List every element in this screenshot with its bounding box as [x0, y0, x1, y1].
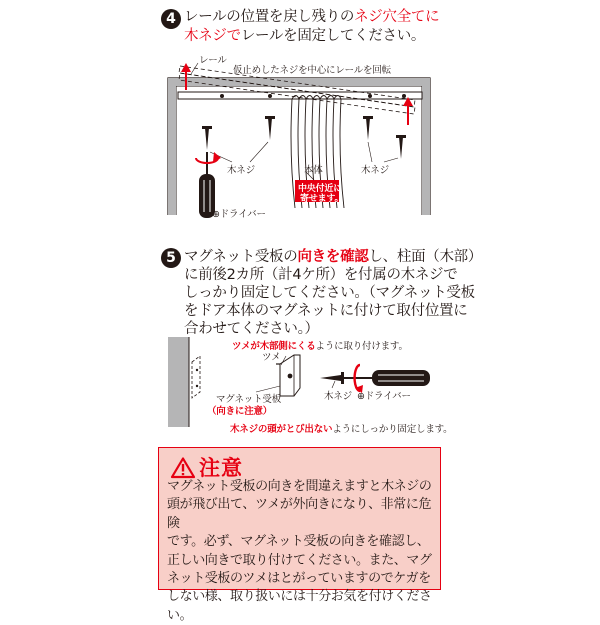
- step-5-note-tsume-a: ツメが木部側にくる: [232, 341, 316, 352]
- label-rail: レール: [199, 55, 227, 66]
- step-4-text-b: ネジ穴全てに: [354, 9, 440, 25]
- step-5-text-c: し、柱面（木部）: [368, 249, 483, 265]
- step-4-text-d: レールを固定してください。: [240, 28, 426, 44]
- screwdriver-5-icon: [344, 370, 430, 386]
- step-4-number: 4: [161, 9, 181, 29]
- label-plate-note: （向きに注意）: [207, 406, 273, 417]
- step-5-note-screw-b: ようにしっかり固定します。: [332, 424, 453, 435]
- step-4-text-c: 木ネジで: [184, 28, 241, 44]
- caution-body: マグネット受板の向きを間違えますと木ネジの 頭が飛び出て、ツメが外向きになり、非常に危険 です。必ず、マグネット受板の向きを確認し、 正しい向きで取り付けてください。また、マグ ネット受板のツメはとがっていますのでケガを しない様、取り扱いには十分お気を付けください。: [167, 479, 432, 623]
- label-center-2: 寄せます。: [300, 194, 344, 204]
- step-5-number: 5: [161, 248, 181, 268]
- label-driver-5: ⊕ドライバー: [357, 391, 411, 402]
- step-5-text-b: 向きを確認: [297, 249, 369, 265]
- label-wood-screw-left: 木ネジ: [227, 165, 255, 176]
- label-driver-4: ⊕ドライバー: [212, 209, 266, 220]
- step-5-instruction-line-2: に前後2カ所（計4ケ所）を付属の木ネジで: [184, 267, 458, 283]
- label-rotate-note: 仮止めしたネジを中心にレールを回転: [233, 65, 391, 76]
- label-body: 本体: [304, 165, 323, 176]
- step-5-instruction-line-4: をドア本体のマグネットに付けて取付位置に: [184, 303, 468, 319]
- warning-triangle-icon: [171, 457, 195, 478]
- step-5-note-screw-a: 木ネジの頭がとび出ない: [230, 424, 333, 435]
- label-wood-screw: 木ネジ: [324, 391, 352, 402]
- step-4-text-a: レールの位置を戻し残りの: [184, 9, 355, 25]
- step-5-instruction-line-3: しっかり固定してください。（マグネット受板: [184, 285, 475, 301]
- caution-box: [158, 447, 441, 623]
- label-tsume: ツメ: [262, 352, 281, 363]
- step-5-note-screw: [230, 421, 452, 435]
- caution-title: 注意: [199, 456, 243, 480]
- label-center-1: 中央付近に: [298, 184, 343, 194]
- step-5-instruction-line-5: 合わせてください。）: [184, 321, 319, 337]
- step-5-note-tsume-b: ように取り付けます。: [315, 341, 408, 352]
- step-5-text-a: マグネット受板の: [184, 249, 298, 265]
- label-plate: マグネット受板: [216, 394, 282, 405]
- wood-screw-icon: [320, 372, 344, 384]
- label-wood-screw-right: 木ネジ: [361, 165, 389, 176]
